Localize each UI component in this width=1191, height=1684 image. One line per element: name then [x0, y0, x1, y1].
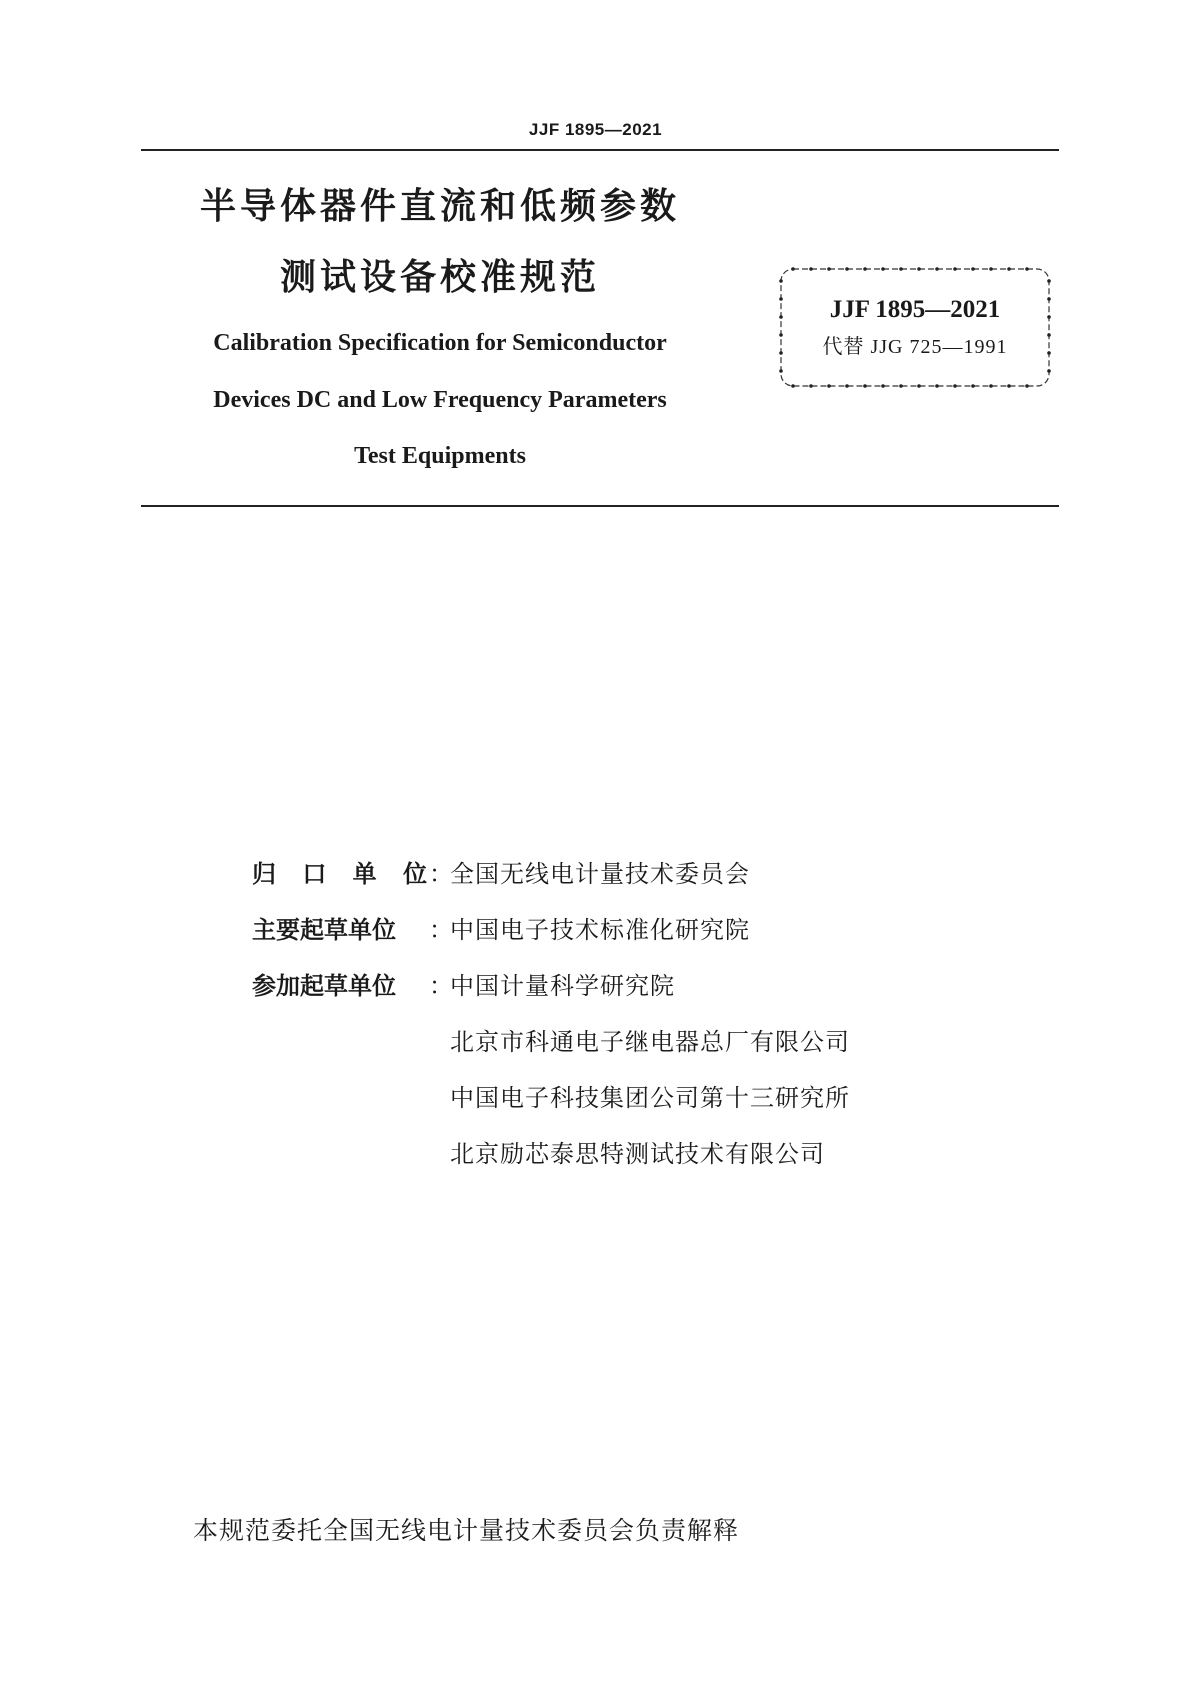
label-colon: ： [429, 860, 453, 888]
top-rule [141, 149, 1059, 151]
border-dot [809, 384, 813, 388]
info-row-participant [252, 1084, 1052, 1140]
border-dot [917, 267, 921, 271]
border-dot [1025, 384, 1029, 388]
label-char: 口 [302, 860, 327, 888]
title-en-line-1: Calibration Specification for Semiconductor [213, 330, 667, 356]
interpretation-note: 本规范委托全国无线电计量技术委员会负责解释 [193, 1516, 740, 1545]
border-dot [827, 384, 831, 388]
label-char: 归 [252, 860, 276, 888]
border-dot [1047, 279, 1051, 283]
label-char: 单 [352, 860, 377, 888]
main-drafter-label: 主要起草单位 ： [252, 916, 453, 944]
border-dot [791, 267, 795, 271]
border-dot [899, 267, 903, 271]
label-colon: ： [429, 972, 453, 1000]
responsible-unit-value: 全国无线电计量技术委员会 [450, 860, 750, 888]
info-row-participants [252, 972, 1052, 1028]
info-row-participant [252, 1140, 1052, 1196]
border-dot [881, 384, 885, 388]
border-dot [989, 384, 993, 388]
label-colon: ： [429, 916, 453, 944]
border-dot [779, 279, 783, 283]
info-row-responsible-unit [252, 860, 1052, 916]
header-standard-code: JJF 1895—2021 [528, 120, 663, 139]
label-char: 位 [402, 860, 427, 888]
code-box-replaces: 代替 JJG 725—1991 [822, 336, 1008, 358]
title-cn-line-2: 测试设备校准规范 [279, 257, 600, 298]
info-row-participant [252, 1028, 1052, 1084]
border-dot [935, 267, 939, 271]
border-dot [809, 267, 813, 271]
bottom-rule [141, 505, 1059, 507]
border-dot [899, 384, 903, 388]
border-dot [989, 267, 993, 271]
code-box-standard-code: JJF 1895—2021 [829, 296, 1001, 323]
border-dot [935, 384, 939, 388]
border-dot [1007, 267, 1011, 271]
participant-item: 北京市科通电子继电器总厂有限公司 [450, 1028, 850, 1056]
border-dot [1007, 384, 1011, 388]
main-drafter-value: 中国电子技术标准化研究院 [450, 916, 750, 944]
standard-code-box [777, 265, 1053, 390]
border-dot [971, 384, 975, 388]
border-dot [791, 384, 795, 388]
border-dot [863, 384, 867, 388]
border-dot [971, 267, 975, 271]
border-dot [881, 267, 885, 271]
border-dot [863, 267, 867, 271]
title-en-line-2: Devices DC and Low Frequency Parameters [213, 387, 667, 413]
drafting-info [252, 860, 1052, 1196]
border-dot [845, 267, 849, 271]
info-row-main-drafter [252, 916, 1052, 972]
border-dot [1025, 267, 1029, 271]
border-dot [779, 369, 783, 373]
border-dot [845, 384, 849, 388]
participant-item: 中国计量科学研究院 [450, 972, 675, 1000]
border-dot [1047, 369, 1051, 373]
border-dot [827, 267, 831, 271]
title-cn-line-1: 半导体器件直流和低频参数 [199, 186, 680, 227]
border-dot [953, 384, 957, 388]
participant-item: 中国电子科技集团公司第十三研究所 [450, 1084, 850, 1112]
responsible-unit-label [252, 860, 453, 889]
participant-item: 北京励芯泰思特测试技术有限公司 [450, 1140, 825, 1168]
participants-label: 参加起草单位 ： [252, 972, 453, 1000]
border-dot [917, 384, 921, 388]
title-en-line-3: Test Equipments [354, 443, 526, 469]
ornamental-border [777, 265, 1053, 390]
border-dot [953, 267, 957, 271]
